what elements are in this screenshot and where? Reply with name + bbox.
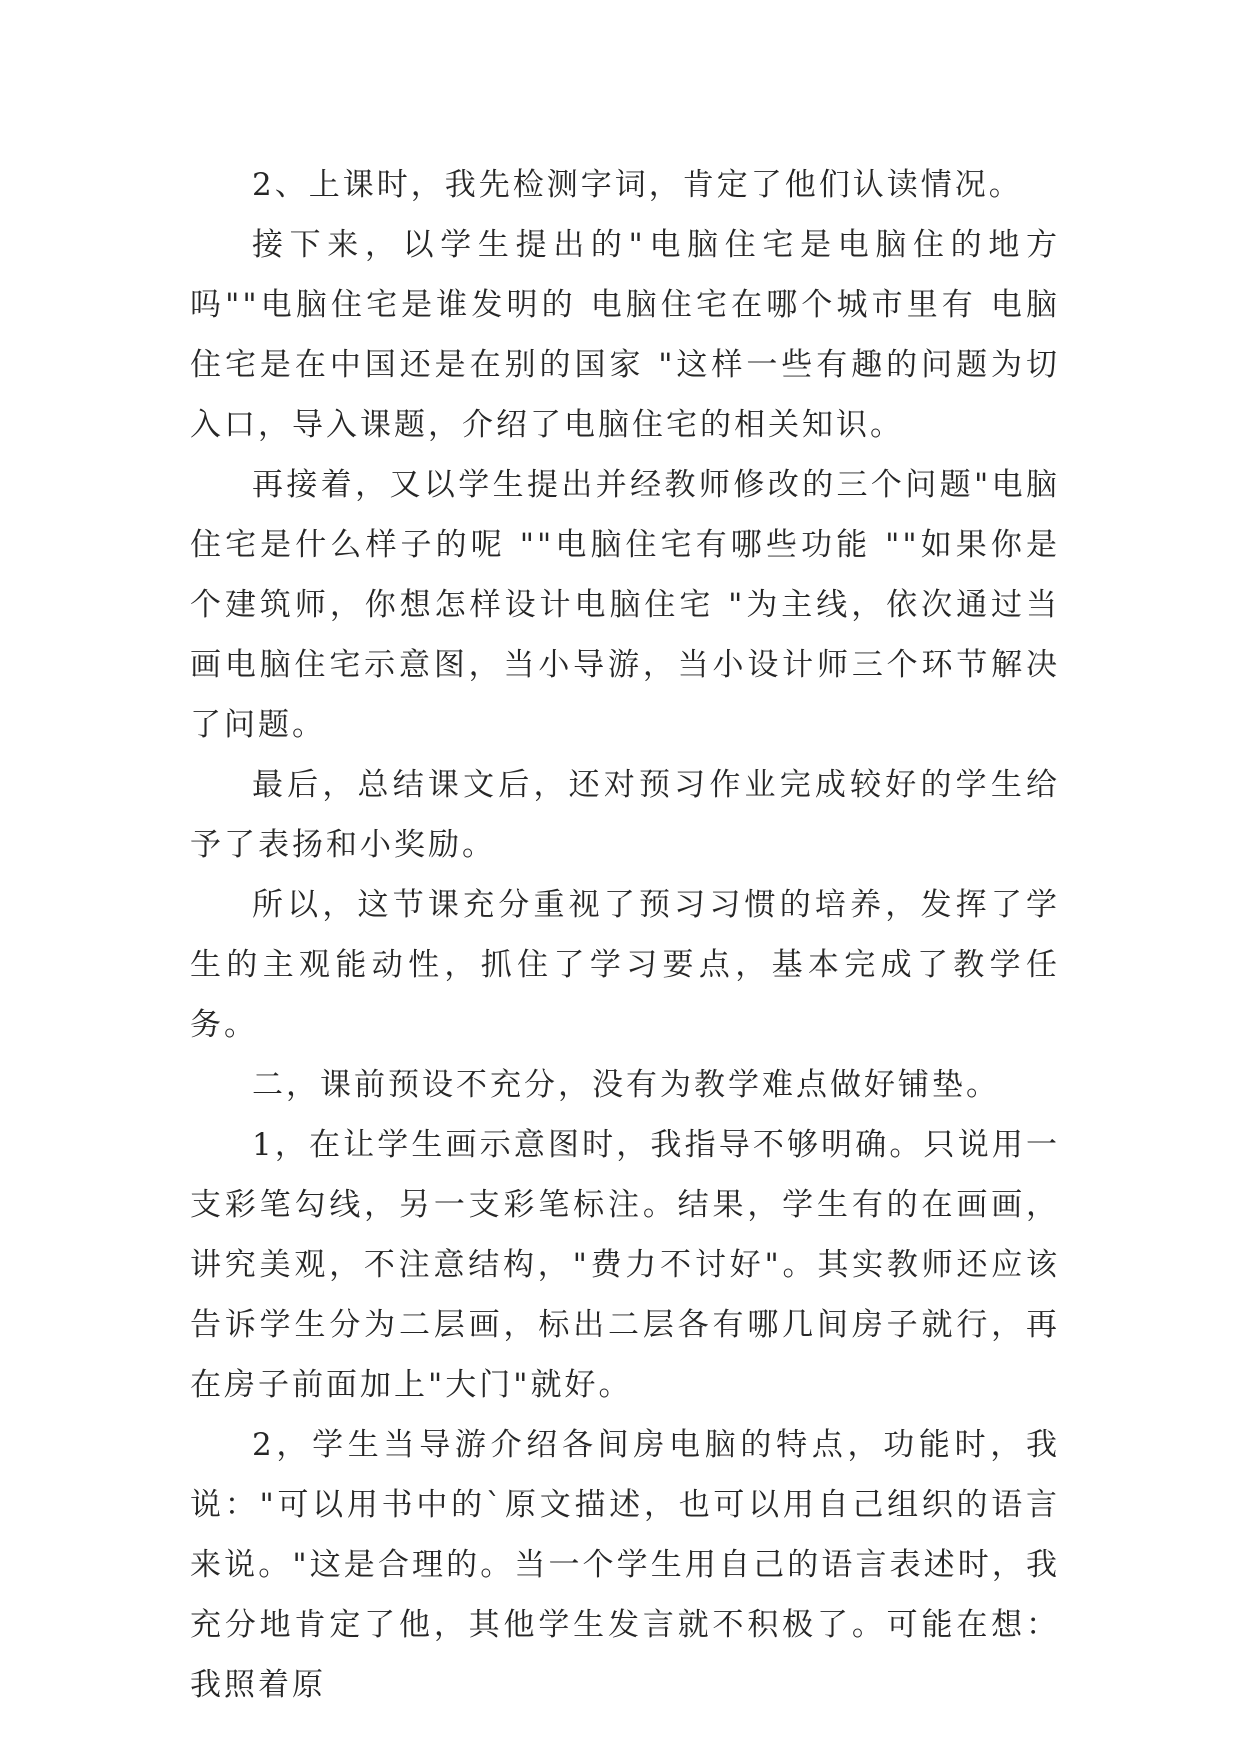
document-body xyxy=(190,155,1060,1715)
paragraph-check-words: 2、上课时，我先检测字词，肯定了他们认读情况。 xyxy=(252,167,1023,203)
paragraph-summary: 最后，总结课文后，还对预习作业完成较好的学生给予了表扬和小奖励。 xyxy=(190,767,1060,863)
paragraph-diagram-guidance: 1，在让学生画示意图时，我指导不够明确。只说用一支彩笔勾线，另一支彩笔标注。结果，学生有的在画画，讲究美观，不注意结构，"费力不讨好"。其实教师还应该告诉学生分为二层画，标出二层各有哪几间房子就行，再在房子前面加上"大门"就好。 xyxy=(190,1127,1060,1403)
paragraph-section-two-heading: 二，课前预设不充分，没有为教学难点做好铺垫。 xyxy=(252,1067,1000,1103)
paragraph-conclusion: 所以，这节课充分重视了预习习惯的培养，发挥了学生的主观能动性，抓住了学习要点，基本完成了教学任务。 xyxy=(190,887,1060,1043)
paragraph-main-questions: 再接着，又以学生提出并经教师修改的三个问题"电脑住宅是什么样子的呢 ""电脑住宅有哪些功能 ""如果你是个建筑师，你想怎样设计电脑住宅 "为主线，依次通过当画电脑住宅示意图，当小导游，当小设计师三个环节解决了问题。 xyxy=(190,467,1060,743)
paragraph-tour-guide: 2，学生当导游介绍各间房电脑的特点，功能时，我说："可以用书中的`原文描述，也可以用自己组织的语言来说。"这是合理的。当一个学生用自己的语言表述时，我充分地肯定了他，其他学生发言就不积极了。可能在想：我照着原 xyxy=(190,1427,1060,1703)
paragraph-introduce-topic: 接下来，以学生提出的"电脑住宅是电脑住的地方吗""电脑住宅是谁发明的 电脑住宅在哪个城市里有 电脑住宅是在中国还是在别的国家 "这样一些有趣的问题为切入口，导入课题，介绍了电脑住宅的相关知识。 xyxy=(190,227,1060,443)
